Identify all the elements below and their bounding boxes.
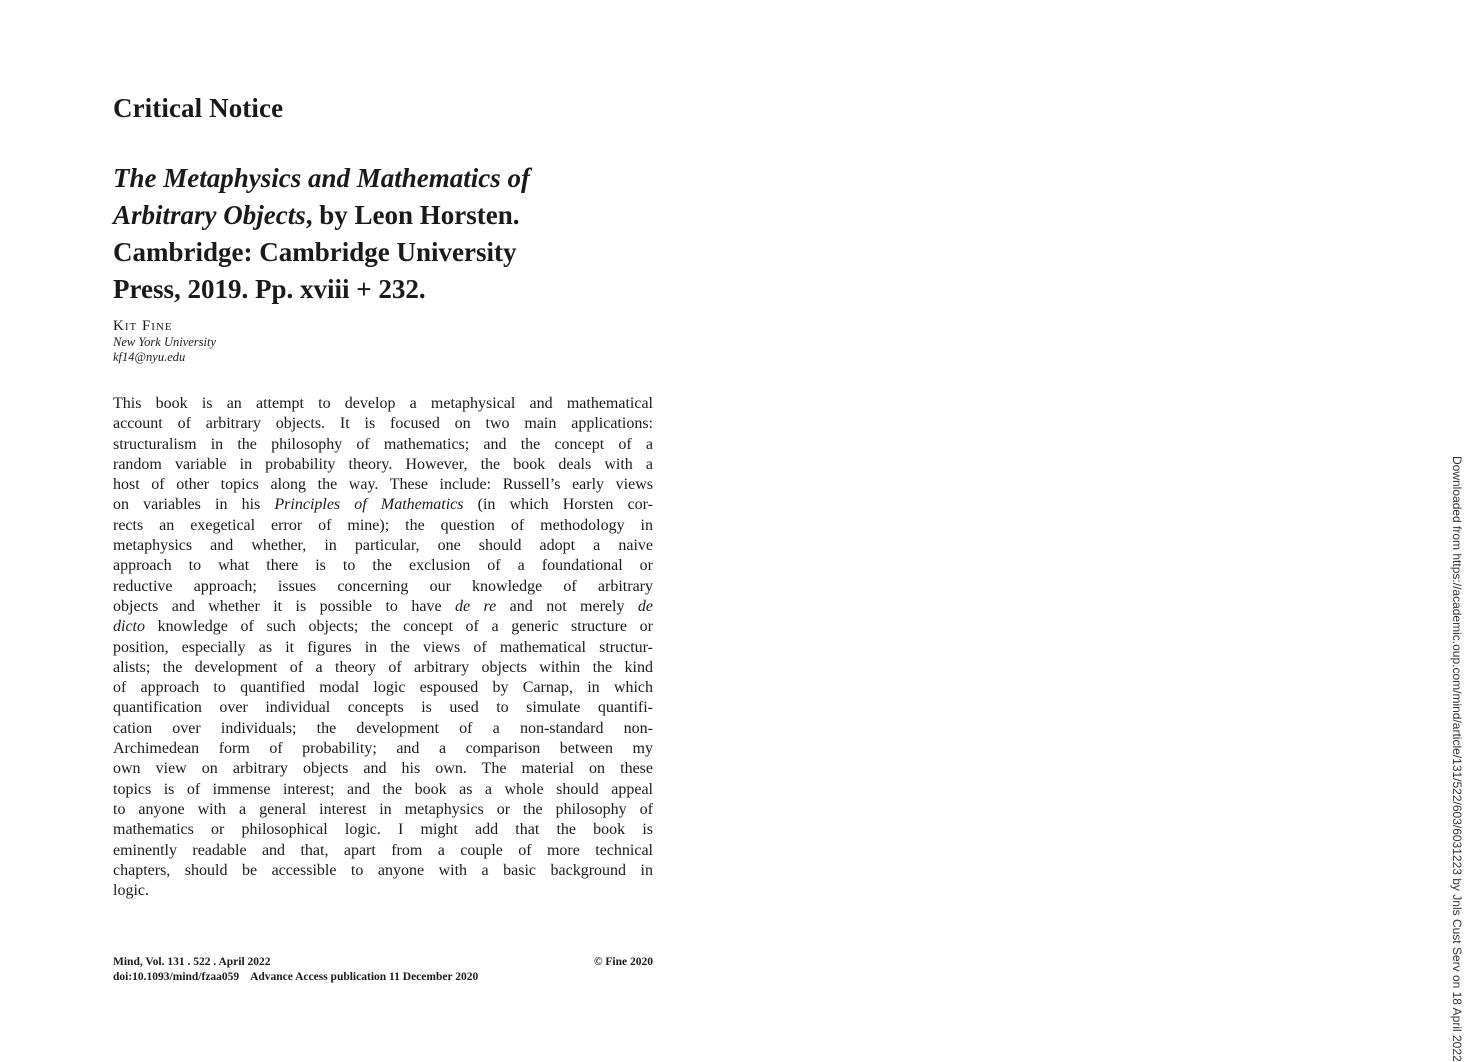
body-text-segment: on variables in his	[113, 496, 275, 514]
body-line	[113, 394, 653, 414]
book-title-italic-2: Arbitrary Objects	[113, 200, 306, 230]
body-text-segment: topics is of immense interest; and the book as a whole should appeal	[113, 780, 653, 798]
body-line	[113, 597, 653, 617]
body-line	[113, 435, 653, 455]
page-footer	[113, 955, 653, 985]
body-text-segment: Archimedean form of probability; and a comparison between my	[113, 740, 653, 758]
body-line	[113, 475, 653, 495]
italic-text: de re	[454, 597, 497, 615]
body-line	[113, 516, 653, 536]
body-text-segment: chapters, should be accessible to anyone with a basic background in	[113, 861, 653, 879]
body-line	[113, 698, 653, 718]
body-line	[113, 678, 653, 698]
publication-date: Advance Access publication 11 December 2020	[250, 971, 479, 983]
body-line	[113, 780, 653, 800]
body-text-segment: account of arbitrary objects. It is focused on two main applications:	[113, 415, 653, 433]
author-name: Kit Fine	[113, 318, 173, 334]
body-text-segment: position, especially as it figures in the views of mathematical structur-	[113, 638, 653, 656]
body-text-segment: structuralism in the philosophy of mathematics; and the concept of a	[113, 435, 653, 453]
body-text-segment: metaphysics and whether, in particular, one should adopt a naive	[113, 537, 653, 555]
body-text-segment: quantification over individual concepts is used to simulate quantifi-	[113, 699, 653, 717]
section-title: Critical Notice	[113, 93, 284, 123]
body-text-segment: logic.	[113, 882, 149, 900]
body-line	[113, 841, 653, 861]
body-text-segment: and not merely	[496, 597, 638, 615]
body-line	[113, 719, 653, 739]
body-text-segment: rects an exegetical error of mine); the question of methodology in	[113, 516, 653, 534]
book-title-italic-1: The Metaphysics and Mathematics of	[113, 163, 530, 193]
body-line	[113, 800, 653, 820]
journal-citation: Mind, Vol. 131 . 522 . April 2022	[113, 956, 271, 968]
author-email: kf14@nyu.edu	[113, 350, 186, 364]
download-watermark: Downloaded from https://academic.oup.com/mind/article/131/522/603/6031223 by Jnls Cust Serv on 18 April 2022	[1450, 456, 1464, 1062]
book-title	[113, 160, 673, 308]
body-text-segment: knowledge of such objects; the concept of a generic structure or	[145, 618, 653, 636]
body-text-segment: This book is an attempt to develop a metaphysical and mathematical	[113, 395, 653, 412]
body-line	[113, 881, 653, 901]
body-text-segment: of approach to quantified modal logic espoused by Carnap, in which	[113, 679, 653, 697]
author-block	[113, 318, 216, 365]
body-line	[113, 759, 653, 779]
body-text-segment: to anyone with a general interest in metaphysics or the philosophy of	[113, 800, 653, 818]
body-text-segment: alists; the development of a theory of arbitrary objects within the kind	[113, 658, 653, 676]
book-title-author: , by Leon Horsten.	[305, 200, 520, 230]
body-text-segment: mathematics or philosophical logic. I might add that the book is	[113, 821, 653, 839]
body-text-segment: approach to what there is to the exclusion of a foundational or	[113, 557, 653, 575]
body-line	[113, 820, 653, 840]
body-line	[113, 658, 653, 678]
copyright-notice: © Fine 2020	[593, 956, 653, 968]
body-text-segment: cation over individuals; the development of a non-standard non-	[113, 719, 653, 737]
book-title-pages: Press, 2019. Pp. xviii + 232.	[113, 274, 426, 304]
body-text-segment: (in which Horsten cor-	[463, 496, 654, 514]
body-text-segment: own view on arbitrary objects and his own. The material on these	[113, 760, 653, 778]
body-text-segment: eminently readable and that, apart from a couple of more technical	[113, 841, 653, 859]
body-text-segment: host of other topics along the way. These include: Russell’s early views	[113, 476, 653, 494]
body-paragraph	[113, 394, 653, 901]
body-line	[113, 556, 653, 576]
book-title-publisher: Cambridge: Cambridge University	[113, 237, 517, 267]
doi: doi:10.1093/mind/fzaa059	[113, 971, 240, 983]
italic-text: dicto	[113, 618, 145, 636]
body-line	[113, 617, 653, 637]
italic-text: de	[637, 597, 654, 615]
author-affiliation: New York University	[113, 335, 217, 349]
body-line	[113, 638, 653, 658]
body-line	[113, 495, 653, 515]
body-text-segment: objects and whether it is possible to have	[113, 597, 455, 615]
body-text-segment: random variable in probability theory. However, the book deals with a	[113, 455, 653, 473]
body-line	[113, 577, 653, 597]
body-text-segment: reductive approach; issues concerning our knowledge of arbitrary	[113, 577, 653, 595]
body-line	[113, 536, 653, 556]
body-line	[113, 861, 653, 881]
italic-text: Principles of Mathematics	[274, 496, 464, 514]
body-line	[113, 739, 653, 759]
body-line	[113, 455, 653, 475]
body-line	[113, 414, 653, 434]
